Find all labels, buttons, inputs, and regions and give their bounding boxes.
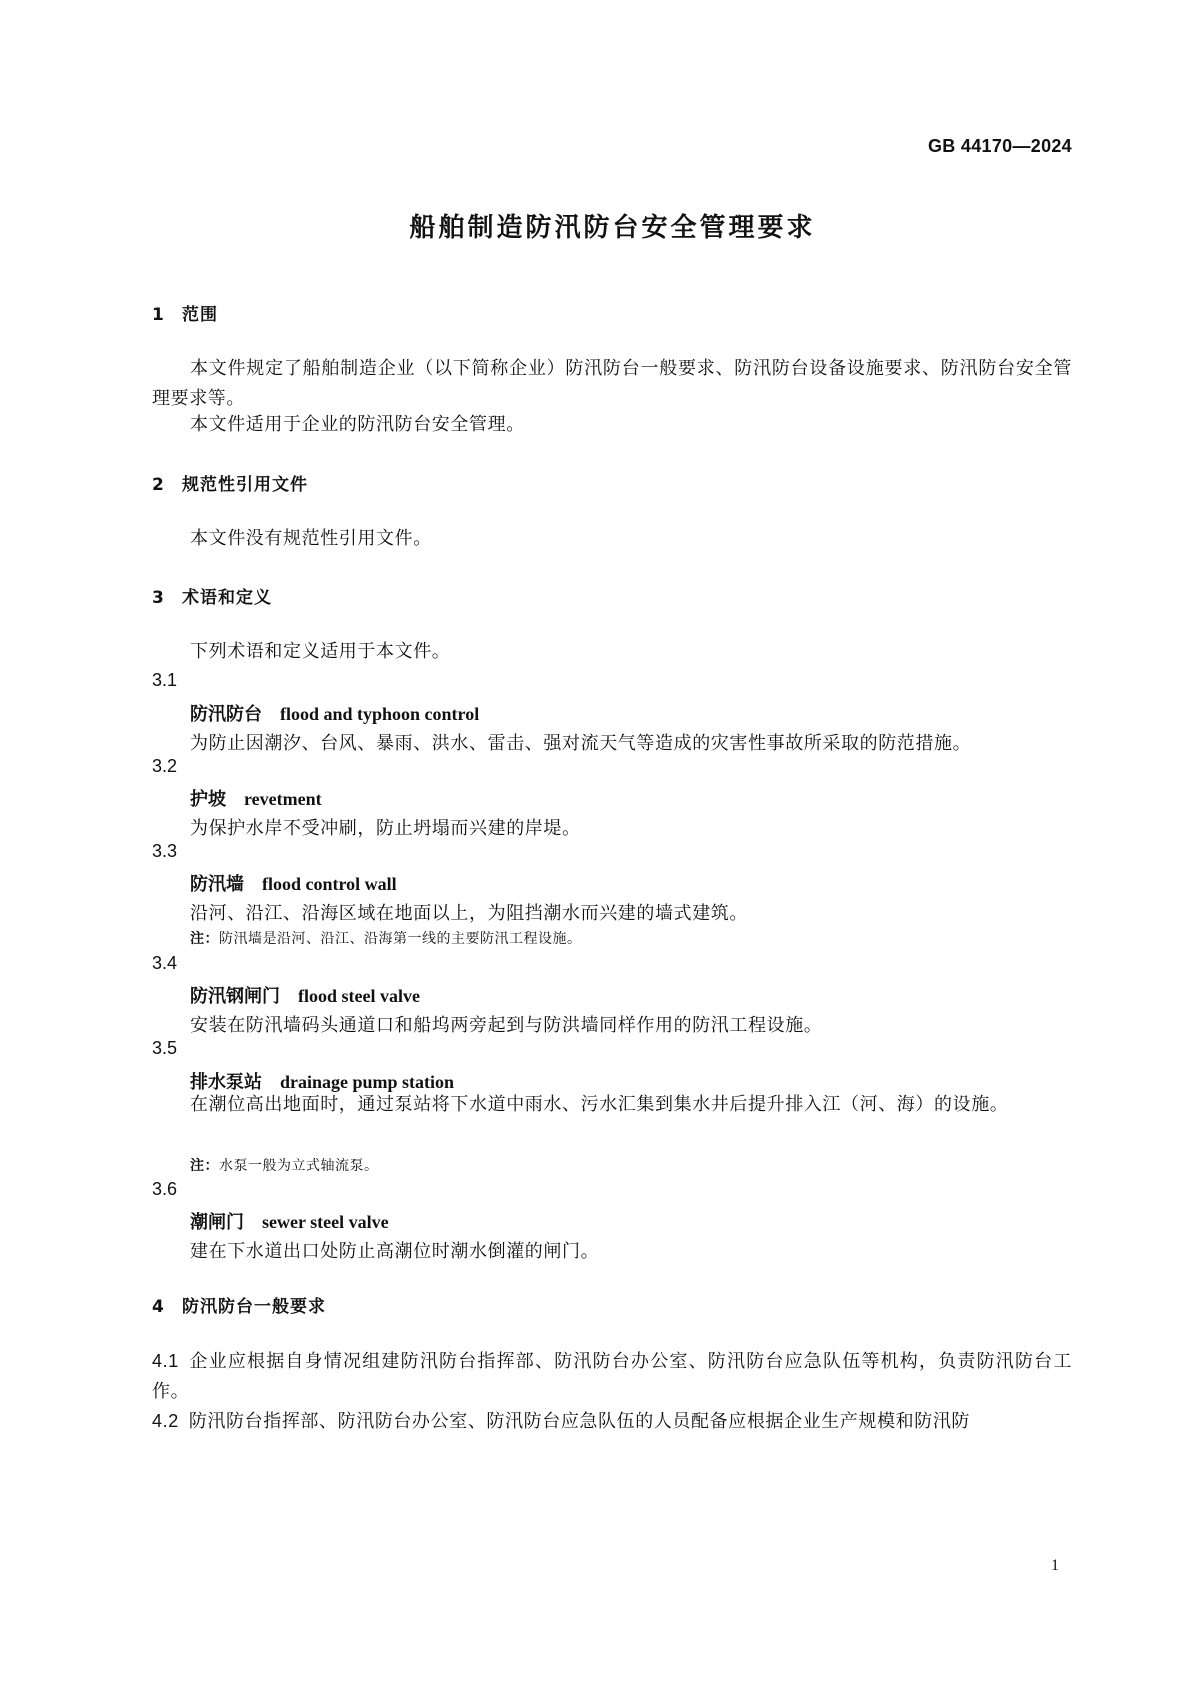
term-entry <box>190 785 322 811</box>
term-zh: 排水泵站 <box>190 1072 262 1093</box>
paragraph: 本文件规定了船舶制造企业（以下简称企业）防汛防台一般要求、防汛防台设备设施要求、防汛防台安全管理要求等。 <box>152 358 1072 409</box>
term-en: flood control wall <box>262 874 397 894</box>
paragraph: 本文件没有规范性引用文件。 <box>190 528 432 549</box>
page-number: 1 <box>1051 1557 1059 1574</box>
section-title: 范围 <box>182 305 218 325</box>
clause-number: 3.6 <box>152 1179 178 1199</box>
requirement-text: 防汛防台指挥部、防汛防台办公室、防汛防台应急队伍的人员配备应根据企业生产规模和防汛防 <box>188 1411 971 1432</box>
term-definition: 安装在防汛墙码头通道口和船坞两旁起到与防洪墙同样作用的防汛工程设施。 <box>190 1015 823 1036</box>
section-heading-normative-references <box>152 470 308 495</box>
term-note <box>190 928 582 948</box>
requirement-number: 4.2 <box>152 1411 179 1431</box>
note-text: 水泵一般为立式轴流泵。 <box>219 1158 379 1174</box>
section-title: 规范性引用文件 <box>182 475 308 495</box>
requirement-number: 4.1 <box>152 1351 179 1371</box>
clause-number: 3.2 <box>152 756 178 776</box>
term-zh: 潮闸门 <box>190 1212 244 1233</box>
term-definition: 沿河、沿江、沿海区域在地面以上，为阻挡潮水而兴建的墙式建筑。 <box>190 903 748 924</box>
note-label: 注： <box>190 1158 219 1174</box>
clause-number: 3.5 <box>152 1038 178 1058</box>
section-number: 3 <box>152 588 165 608</box>
clause-number: 3.1 <box>152 670 178 690</box>
term-en: flood steel valve <box>298 986 420 1006</box>
paragraph: 本文件适用于企业的防汛防台安全管理。 <box>190 414 525 435</box>
note-label: 注： <box>190 931 219 947</box>
term-zh: 防汛钢闸门 <box>190 986 280 1007</box>
section-number: 2 <box>152 475 165 495</box>
section-title: 防汛防台一般要求 <box>182 1297 326 1317</box>
term-entry <box>190 982 420 1008</box>
document-title: 船舶制造防汛防台安全管理要求 <box>409 213 816 243</box>
requirement-item <box>152 1346 1072 1407</box>
term-zh: 防汛墙 <box>190 874 244 895</box>
term-en: revetment <box>244 789 322 809</box>
term-entry <box>190 870 397 896</box>
document-code: GB 44170—2024 <box>928 136 1072 156</box>
term-definition: 为保护水岸不受冲刷，防止坍塌而兴建的岸堤。 <box>190 818 581 839</box>
term-zh: 护坡 <box>190 789 226 810</box>
term-entry <box>190 1208 389 1234</box>
term-entry <box>190 700 479 726</box>
section-heading-scope <box>152 300 218 325</box>
term-note <box>190 1155 379 1175</box>
paragraph: 下列术语和定义适用于本文件。 <box>190 641 451 662</box>
term-zh: 防汛防台 <box>190 704 262 725</box>
term-en: drainage pump station <box>280 1072 455 1092</box>
clause-number: 3.3 <box>152 841 178 861</box>
section-title: 术语和定义 <box>182 588 272 608</box>
section-number: 4 <box>152 1297 165 1317</box>
term-definition: 在潮位高出地面时，通过泵站将下水道中雨水、污水汇集到集水井后提升排入江（河、海）的设施。 <box>190 1094 1009 1115</box>
term-en: flood and typhoon control <box>280 704 480 724</box>
term-definition: 为防止因潮汐、台风、暴雨、洪水、雷击、强对流天气等造成的灾害性事故所采取的防范措施。 <box>190 733 972 754</box>
section-number: 1 <box>152 305 165 325</box>
clause-number: 3.4 <box>152 953 178 973</box>
requirement-text: 企业应根据自身情况组建防汛防台指挥部、防汛防台办公室、防汛防台应急队伍等机构，负责防汛防台工作。 <box>152 1351 1072 1402</box>
requirement-item <box>152 1406 1072 1437</box>
note-text: 防汛墙是沿河、沿江、沿海第一线的主要防汛工程设施。 <box>219 931 582 947</box>
section-heading-general-requirements <box>152 1292 326 1317</box>
term-en: sewer steel valve <box>262 1212 389 1232</box>
term-definition: 建在下水道出口处防止高潮位时潮水倒灌的闸门。 <box>190 1241 600 1262</box>
section-heading-terms <box>152 583 272 608</box>
